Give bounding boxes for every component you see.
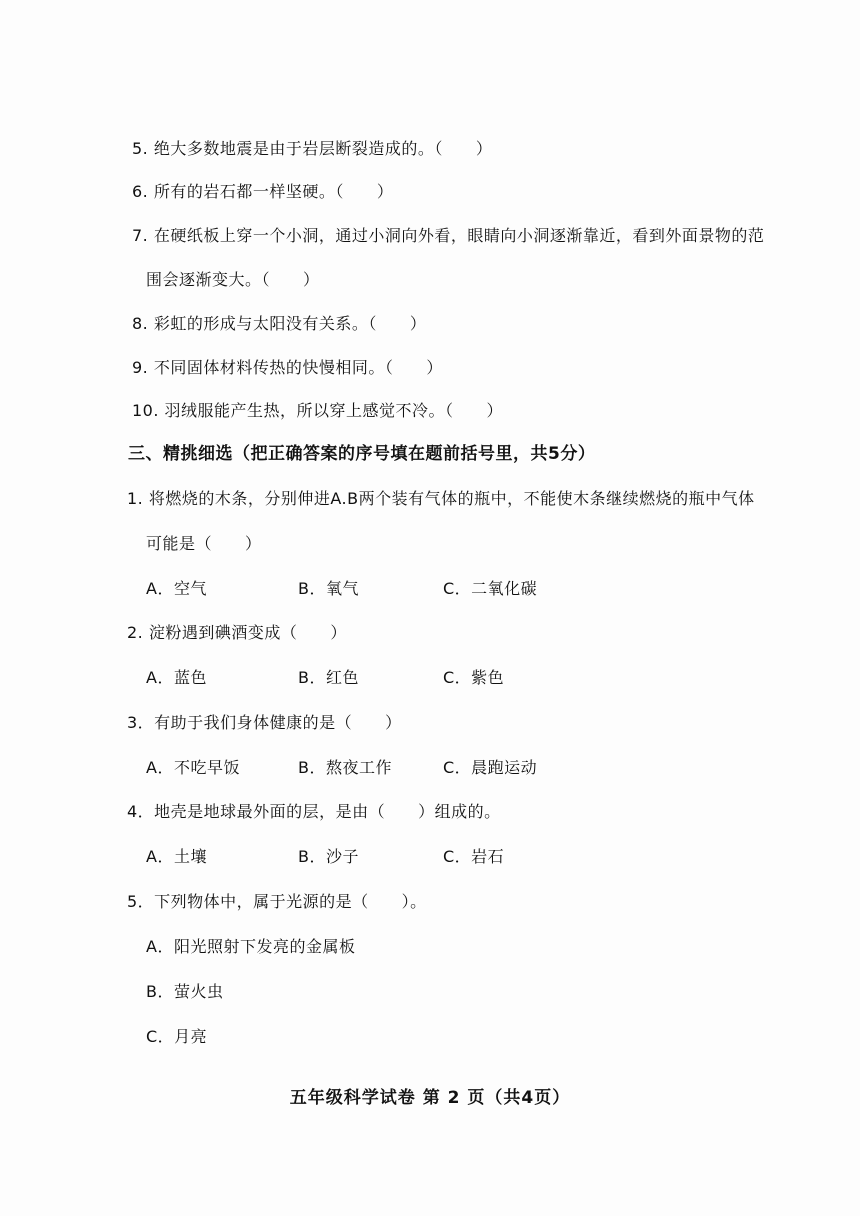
- q3-stem: 3．有助于我们身体健康的是（ ）: [127, 713, 402, 732]
- page-footer: 五年级科学试卷 第 2 页（共4页）: [289, 1088, 571, 1108]
- q1-option-b: B．氧气: [298, 579, 359, 598]
- q4-option-b: B．沙子: [298, 847, 359, 866]
- q3-option-b: B．熬夜工作: [298, 758, 392, 777]
- q3-option-c: C．晨跑运动: [443, 758, 538, 777]
- q3-option-a: A．不吃早饭: [146, 758, 240, 777]
- q2-option-a: A．蓝色: [146, 668, 207, 687]
- q4-stem: 4．地壳是地球最外面的层，是由（ ）组成的。: [127, 802, 501, 821]
- q1-stem-line2: 可能是（ ）: [146, 534, 262, 553]
- q4-option-a: A．土壤: [146, 847, 207, 866]
- q5-option-a: A．阳光照射下发亮的金属板: [146, 937, 356, 956]
- judge-item-8: 8. 彩虹的形成与太阳没有关系。（ ）: [132, 314, 427, 333]
- judge-item-5: 5. 绝大多数地震是由于岩层断裂造成的。（ ）: [132, 139, 493, 158]
- q1-option-c: C．二氧化碳: [443, 579, 538, 598]
- q1-stem-line1: 1. 将燃烧的木条，分别伸进A.B两个装有气体的瓶中，不能使木条继续燃烧的瓶中气体: [127, 489, 755, 508]
- judge-item-6: 6. 所有的岩石都一样坚硬。（ ）: [132, 182, 394, 201]
- q2-stem: 2. 淀粉遇到碘酒变成（ ）: [127, 623, 347, 642]
- judge-item-10: 10. 羽绒服能产生热，所以穿上感觉不冷。（ ）: [132, 401, 504, 420]
- section-3-title: 三、精挑细选（把正确答案的序号填在题前括号里，共5分）: [128, 444, 596, 464]
- judge-item-7-line2: 围会逐渐变大。（ ）: [146, 270, 320, 289]
- q5-stem: 5．下列物体中，属于光源的是（ ）。: [127, 892, 427, 911]
- judge-item-7-line1: 7. 在硬纸板上穿一个小洞，通过小洞向外看，眼睛向小洞逐渐靠近，看到外面景物的范: [132, 226, 765, 245]
- q2-option-b: B．红色: [298, 668, 359, 687]
- judge-item-9: 9. 不同固体材料传热的快慢相同。（ ）: [132, 358, 443, 377]
- q1-option-a: A．空气: [146, 579, 207, 598]
- q5-option-b: B．萤火虫: [146, 982, 224, 1001]
- q5-option-c: C．月亮: [146, 1027, 208, 1046]
- q2-option-c: C．紫色: [443, 668, 505, 687]
- q4-option-c: C．岩石: [443, 847, 505, 866]
